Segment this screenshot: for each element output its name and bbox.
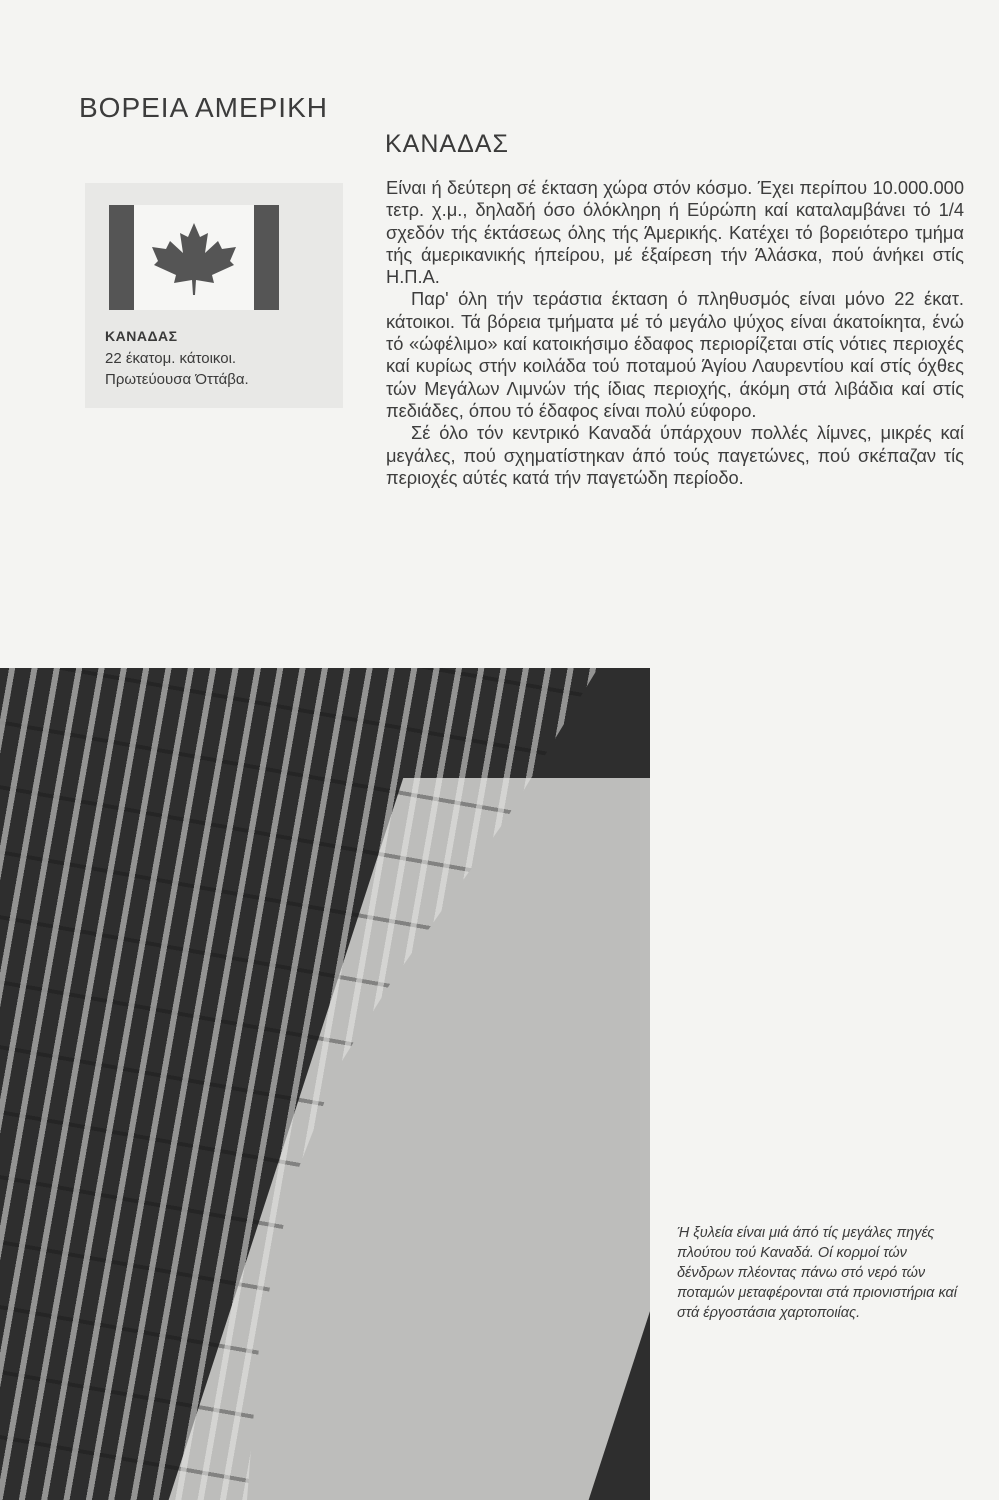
canada-flag [109, 205, 279, 310]
flag-band-left [109, 205, 134, 310]
country-title: ΚΑΝΑΔΑΣ [385, 130, 509, 158]
infobox-country-name: ΚΑΝΑΔΑΣ [105, 328, 178, 344]
photo-caption: Ή ξυλεία είναι μιά άπό τίς μεγάλες πηγές πλούτου τού Καναδά. Οί κορμοί τών δένδρων πλέοντας πάνω στό νερό τών ποταμών μεταφέρονται στά πριονιστήρια καί στά έργοστάσια χαρτοποιίας. [677, 1225, 958, 1321]
infobox-capital: Πρωτεύουσα Όττάβα. [105, 371, 249, 388]
paragraph-3: Σέ όλο τόν κεντρικό Καναδά ύπάρχουν πολλές λίμνες, μικρές καί μεγάλες, πού σχηματίστηκαν άπό τούς παγετώνες, πού σκέπαζαν τίς περιοχές αύτές κατά τήν παγετώδη περίοδο. [386, 422, 964, 488]
log-rafts-photo [0, 668, 650, 1500]
paragraph-2: Παρ' όλη τήν τεράστια έκταση ό πληθυσμός είναι μόνο 22 έκατ. κάτοικοι. Τά βόρεια τμήματα μέ τό μεγάλο ψύχος είναι άκατοίκητα, ένώ τό «ώφέλιμο» καί κατοικήσιμο έδαφος περιορίζεται στίς νότιες περιοχές καί κυρίως στήν κοιλάδα τού ποταμού Άγίου Λαυρεντίου καί στίς όχθες τών Μεγάλων Λιμνών τής ίδιας περιοχής, άκόμη στά λιβάδια καί στίς πεδιάδες, όπου τό έδαφος είναι πολύ εύφορο. [386, 288, 964, 421]
paragraph-1: Είναι ή δεύτερη σέ έκταση χώρα στόν κόσμο. Έχει περίπου 10.000.000 τετρ. χ.μ., δηλαδή όσο όλόκληρη ή Εύρώπη καί καταλαμβάνει τό 1/4 σχεδόν τής έκτάσεως όλης τής Άμερικής. Κατέχει τό βορειότερο τμήμα τής άμερικανικής ήπείρου, μέ έξαίρεση τήν Άλάσκα, πού άνήκει στίς Η.Π.Α. [386, 177, 964, 288]
infobox-population: 22 έκατομ. κάτοικοι. [105, 350, 237, 367]
maple-leaf-icon [152, 223, 236, 295]
flag-band-right [254, 205, 279, 310]
country-infobox [85, 183, 343, 408]
section-title: ΒΟΡΕΙΑ ΑΜΕΡΙΚΗ [79, 92, 328, 123]
article-body [386, 177, 964, 489]
